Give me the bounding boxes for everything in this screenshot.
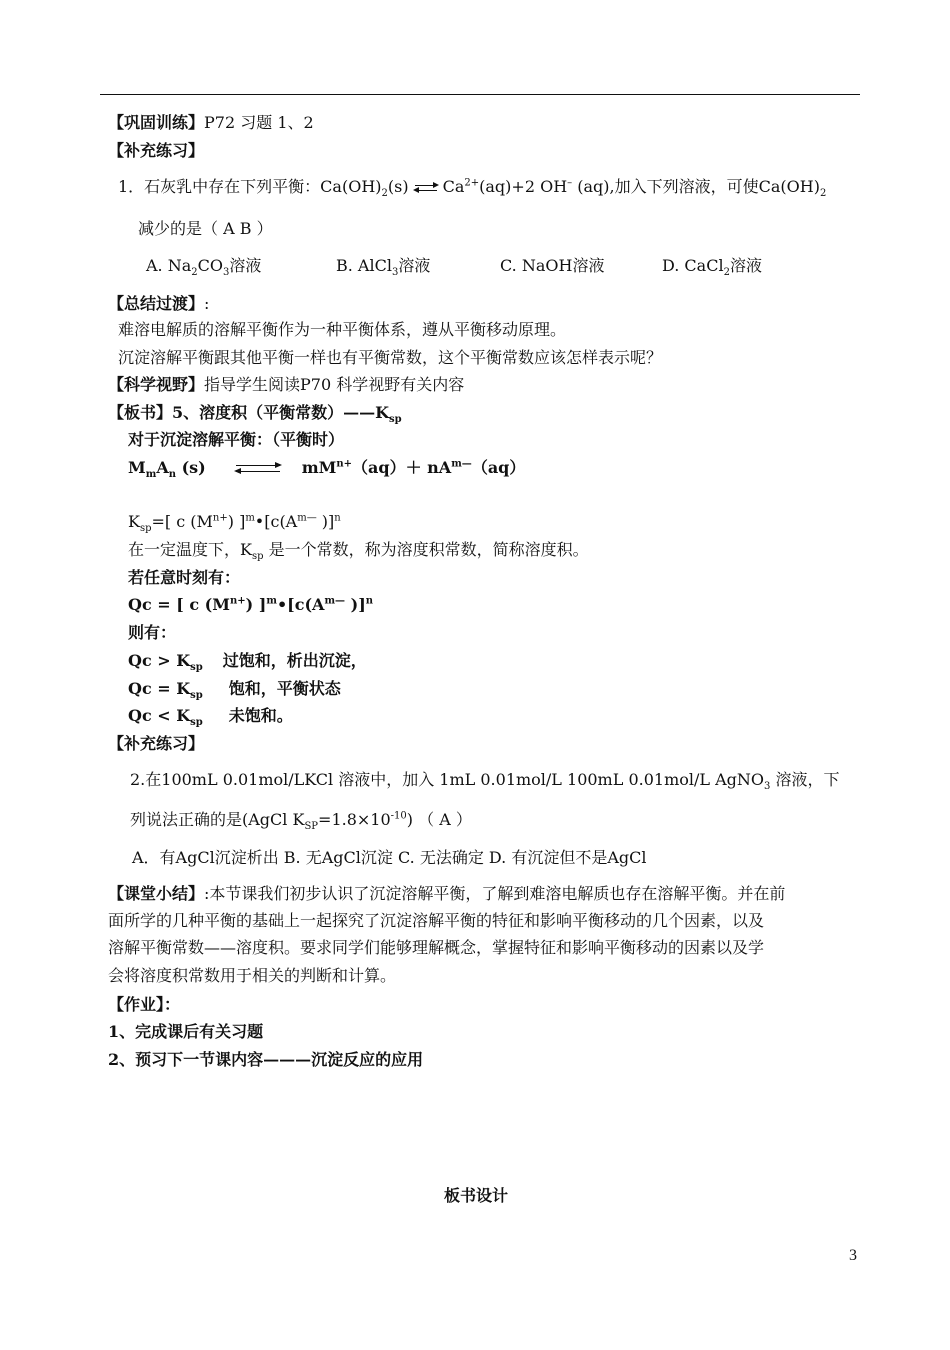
condition-saturated: $Qc = K_{sp}$ 饱和，平衡状态	[128, 679, 341, 702]
question-1-option-c: C. NaOH溶液	[500, 256, 605, 275]
condition-unsaturated: $Qc < K_{sp}$ 未饱和。	[128, 706, 293, 729]
class-summary-line-4: 会将溶度积常数用于相关的判断和计算。	[108, 966, 397, 985]
equilibrium-arrow-icon	[415, 183, 437, 193]
question-1-option-a: A. $Na_2CO_3$溶液	[146, 256, 262, 279]
equilibrium-arrow-icon	[236, 463, 280, 475]
science-vision-line: 【科学视野】指导学生阅读P70 科学视野有关内容	[108, 375, 465, 394]
question-2-line-2: 列说法正确的是(AgCl $K_{SP}=1.8\times 10^{-10}$) （ A ）	[130, 810, 472, 833]
supplement-heading-2: 【补充练习】	[108, 734, 205, 753]
qc-expression: Qc = [ c $(M^{n+})$ ]$^m•[c(A^{m—}$ )]$^n$	[128, 595, 374, 614]
class-summary-line-1: 【课堂小结】:本节课我们初步认识了沉淀溶解平衡，了解到难溶电解质也存在溶解平衡。并在前	[108, 884, 786, 903]
consolidation-line: 【巩固训练】P72 习题 1、2	[108, 113, 314, 132]
summary-paragraph-1: 难溶电解质的溶解平衡作为一种平衡体系，遵从平衡移动原理。	[118, 320, 567, 339]
ksp-expression: $K_{sp}=$[ c $(M^{n+})$ ]$^m•[c(A^{m—}$ )]$^n$	[128, 512, 341, 535]
homework-heading: 【作业】：	[108, 995, 181, 1014]
header-rule	[100, 94, 860, 95]
class-summary-line-2: 面所学的几种平衡的基础上一起探究了沉淀溶解平衡的特征和影响平衡移动的几个因素，以及	[108, 911, 765, 930]
summary-paragraph-2: 沉淀溶解平衡跟其他平衡一样也有平衡常数，这个平衡常数应该怎样表示呢？	[118, 348, 663, 367]
condition-supersaturated: $Qc > K_{sp}$ 过饱和，析出沉淀，	[128, 651, 367, 674]
question-1-option-b: B. AlCl$_3$溶液	[336, 256, 431, 279]
ksp-definition: 在一定温度下，$K_{sp}$ 是一个常数，称为溶度积常数，简称溶度积。	[128, 540, 589, 563]
question-1-line-1: 1．石灰乳中存在下列平衡：$Ca(OH)_2(s)$ $Ca^{2+}(aq)+2$ OH– (aq),加入下列溶液，可使$Ca(OH)_2$	[118, 177, 827, 200]
supplement-heading: 【补充练习】	[108, 141, 205, 160]
then-line: 则有：	[128, 623, 177, 642]
board-equilibrium-intro: 对于沉淀溶解平衡：（平衡时）	[128, 430, 345, 449]
board-design-title: 板书设计	[444, 1186, 509, 1205]
homework-item-1: 1、完成课后有关习题	[108, 1022, 264, 1041]
any-time-line: 若任意时刻有：	[128, 568, 241, 587]
class-summary-line-3: 溶解平衡常数——溶度积。要求同学们能够理解概念，掌握特征和影响平衡移动的因素以及学	[108, 938, 765, 957]
question-1-line-2: 减少的是（ A B ）	[138, 219, 273, 238]
board-equilibrium-equation: $M_mA_n$ (s) $mM^{n+}(aq)+ nA^{m—}(aq)$	[128, 458, 526, 481]
page-number: 3	[849, 1247, 857, 1264]
summary-heading: 【总结过渡】:	[108, 294, 210, 313]
homework-item-2: 2、预习下一节课内容———沉淀反应的应用	[108, 1050, 424, 1069]
question-2-options: A．有AgCl沉淀析出 B. 无AgCl沉淀 C. 无法确定 D. 有沉淀但不是AgCl	[132, 848, 647, 867]
question-2-line-1: 2.在100mL 0.01mol/LKCl 溶液中，加入 1mL 0.01mol/L 100mL 0.01mol/L AgNO$_3$ 溶液，下	[130, 770, 840, 793]
board-heading: 【板书】5、溶度积（平衡常数）$——K_{sp}$	[108, 403, 402, 426]
question-1-option-d: D. CaCl$_2$溶液	[662, 256, 762, 279]
